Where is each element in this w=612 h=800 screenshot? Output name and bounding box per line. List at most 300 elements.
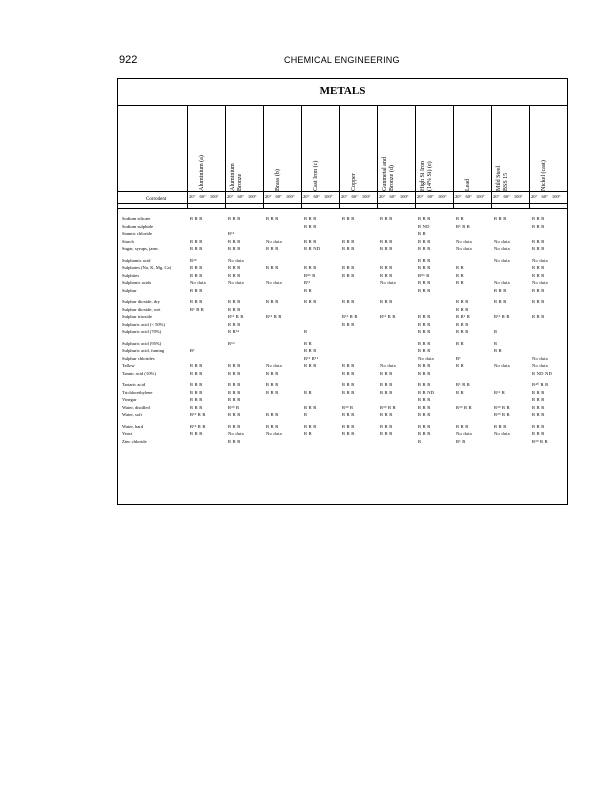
temperature-label: 100° [399,194,409,199]
resistance-cell: R R R [190,238,203,244]
column-divider [491,106,492,208]
corrodent-name: Zinc chloride [122,438,147,444]
resistance-cell: No data [532,280,548,285]
resistance-cell: R R [304,340,312,346]
resistance-cell: R¹¹ R R [228,314,244,319]
resistance-cell: R R R [342,423,355,429]
corrodent-name: Sulphur trioxide [122,314,152,319]
resistance-cell: R¹¹ [304,280,311,285]
table-row [118,287,567,294]
resistance-cell: R R R [304,238,317,244]
temperature-label: 100° [323,194,333,199]
column-divider [377,106,378,208]
column-divider [187,106,188,208]
resistance-cell: R R [304,431,312,436]
temperature-label: 60° [503,194,510,199]
resistance-cell: R R R [380,299,393,304]
column-divider [453,106,454,208]
body-divider [118,208,567,209]
resistance-cell: R R R [190,299,203,304]
temperature-label: 20° [379,194,386,199]
corrodent-name: Sulphuric acid (70%) [122,329,162,334]
resistance-cell: R R R [456,329,469,334]
column-divider [301,106,302,208]
corrodent-name: Sulphur dioxide, wet [122,306,161,312]
corrodent-name: Sulphur chlorides [122,355,155,361]
temperature-label: 60° [199,194,206,199]
resistance-cell: R R R [190,363,203,368]
resistance-cell: R R R [190,382,203,387]
resistance-cell: R R [456,340,464,346]
resistance-cell: No data [266,238,282,244]
table-row [118,279,567,286]
temperature-labels [341,194,371,199]
column-header-label: Mild Steel BSS 15 [496,165,509,191]
resistance-cell: R⁶² [228,340,235,346]
column-divider [529,106,530,208]
resistance-cell: No data [228,257,244,263]
resistance-cell: R R R [190,265,203,270]
resistance-cell: R [494,329,498,334]
corrodent-name: Sugar, syrups, jams [122,246,158,251]
resistance-cell: R R [304,287,312,293]
column-header [187,107,225,191]
corrodent-name: Starch [122,238,134,244]
corrodent-name: Sulphamic acid [122,257,151,263]
resistance-cell: No data [190,280,206,285]
metals-table [117,78,568,505]
resistance-cell: R R R [228,216,241,221]
resistance-cell: R R R [304,265,317,270]
temperature-label: 100° [475,194,485,199]
resistance-cell: R R R [418,265,431,270]
resistance-cell: R R [456,280,464,285]
resistance-cell: R R R [342,299,355,304]
resistance-cell: R R R [228,246,241,251]
resistance-cell: R R R [190,287,203,293]
temperature-labels [455,194,485,199]
column-divider [225,106,226,208]
column-header-label: Cast Iron (c) [313,160,319,191]
corrodent-name: Tartaric acid [122,382,146,387]
resistance-cell: R R R [304,299,317,304]
column-divider [339,106,340,208]
resistance-cell: R R R [532,238,545,244]
resistance-cell: R R R [532,389,545,395]
resistance-cell: No data [266,363,282,368]
resistance-cell: R¹ R R [456,382,471,387]
resistance-cell: No data [456,238,472,244]
column-divider [263,106,264,208]
column-header [415,107,453,191]
column-header [225,107,263,191]
resistance-cell: R R R [418,404,431,410]
resistance-cell: R R R [304,363,317,368]
resistance-cell: R R [456,389,464,395]
table-row [118,411,567,418]
resistance-cell: R³⁹ R [228,404,240,410]
resistance-cell: R R R [228,438,241,444]
resistance-cell: R R R [532,423,545,429]
resistance-cell: R R R [418,382,431,387]
resistance-cell: R¹ R R [190,306,205,312]
resistance-cell: No data [228,431,244,436]
resistance-cell: R R R [304,423,317,429]
table-row [118,321,567,328]
table-row [118,362,567,369]
resistance-cell: R R R [418,423,431,429]
resistance-cell: R R R [418,321,431,327]
corrodent-name: Sodium silicate [122,216,151,221]
resistance-cell: R R R [532,223,545,229]
resistance-cell: R R R [380,246,393,251]
corrodent-name: Trichlorethylene [122,389,153,395]
resistance-cell: R R R [418,397,431,402]
column-divider [415,106,416,208]
resistance-cell: R R R [190,431,203,436]
resistance-cell: R R R [494,423,507,429]
resistance-cell: R R [418,231,426,236]
resistance-cell: R R R [532,246,545,251]
column-header [453,107,491,191]
temperature-label: 60° [465,194,472,199]
resistance-cell: R R R [228,389,241,395]
table-row [118,430,567,437]
table-row [118,355,567,362]
table-row [118,389,567,396]
resistance-cell: R³⁹ R R [456,404,472,410]
temperature-label: 20° [417,194,424,199]
resistance-cell: R R R [418,314,431,319]
resistance-cell: R R R [266,412,279,417]
resistance-cell: R R R [380,389,393,395]
temperature-label: 20° [341,194,348,199]
resistance-cell: R R R [494,216,507,221]
resistance-cell: R¹¹ [228,231,235,236]
resistance-cell: R R R [304,223,317,229]
temperature-labels [303,194,333,199]
resistance-cell: R R R [266,423,279,429]
resistance-cell: R R R [228,363,241,368]
resistance-cell: R R R [266,216,279,221]
resistance-cell: No data [532,363,548,368]
temperature-label: 100° [209,194,219,199]
resistance-cell: R R R [380,272,393,278]
resistance-cell: R R R [228,238,241,244]
table-row [118,272,567,279]
temperature-labels [417,194,447,199]
resistance-cell: No data [456,431,472,436]
resistance-cell: No data [494,246,510,251]
column-header-label: Lead [465,179,471,191]
corrodent-name: Yeast [122,431,132,436]
resistance-cell: R R R [342,370,355,376]
resistance-cell: R ND [418,223,430,229]
corrodent-name: Water, distilled [122,404,150,410]
table-row [118,313,567,320]
resistance-cell: R R R [532,299,545,304]
resistance-cell: R R R [456,299,469,304]
resistance-cell: R R R [228,272,241,278]
resistance-cell: R R R [418,431,431,436]
resistance-cell: R R R [304,404,317,410]
resistance-cell: R R R [532,265,545,270]
temperature-label: 100° [437,194,447,199]
column-header-label: High Si Iron (14% Si) (e) [420,161,433,191]
resistance-cell: No data [228,280,244,285]
corrodent-name: Sodium sulphide [122,223,154,229]
table-row [118,223,567,230]
resistance-cell: R³⁹ R R [494,412,510,417]
resistance-cell: R R R [228,306,241,312]
resistance-cell: R R R [532,272,545,278]
temperature-label: 100° [551,194,561,199]
temperature-label: 20° [303,194,310,199]
corrodent-name: Tallow [122,363,135,368]
resistance-cell: R [304,412,308,417]
resistance-cell: R R⁶² [228,329,240,334]
corrodent-name: Sulphates (Na, K, Mg, Ca) [122,265,172,270]
corrodent-name: Sulphites [122,272,140,278]
resistance-cell: R R ND [304,246,321,251]
resistance-cell: R R R [304,216,317,221]
temperature-label: 60° [313,194,320,199]
resistance-cell: No data [380,280,396,285]
temperature-label: 100° [285,194,295,199]
column-header-label: Aluminium Bronze [230,163,243,191]
temperature-label: 60° [541,194,548,199]
resistance-cell: R R R [266,382,279,387]
resistance-cell: R³⁹ R R [494,404,510,410]
resistance-cell: R R R [190,272,203,278]
resistance-cell: R R R [494,299,507,304]
resistance-cell: R R R [342,265,355,270]
resistance-cell: R⁸⁶ R [304,272,316,278]
resistance-cell: R R R [190,397,203,402]
resistance-cell: R¹ R [456,438,466,444]
resistance-cell: R R R [266,246,279,251]
resistance-cell: R¹¹ R R [266,314,282,319]
resistance-cell: R R R [342,431,355,436]
column-header [263,107,301,191]
running-title: CHEMICAL ENGINEERING [284,55,400,65]
resistance-cell: R R R [380,238,393,244]
temperature-labels [531,194,561,199]
resistance-cell: No data [532,257,548,263]
resistance-cell: No data [494,257,510,263]
resistance-cell: R R ND [418,389,435,395]
column-header-label: Aluminium (a) [199,155,205,191]
temperature-label: 100° [513,194,523,199]
temps-divider [118,203,567,204]
temperature-label: 100° [247,194,257,199]
resistance-cell: R R R [456,321,469,327]
resistance-cell: R R R [532,431,545,436]
resistance-cell: R R R [190,404,203,410]
table-row [118,245,567,252]
table-row [118,347,567,354]
resistance-cell: R³⁹ R R [532,438,548,444]
resistance-cell: R R R [418,246,431,251]
resistance-cell: R R R [380,423,393,429]
resistance-cell: R R [456,363,464,368]
corrodent-name: Sulphuric acid, fuming [122,348,165,353]
resistance-cell: R R R [532,404,545,410]
resistance-cell: R R R [418,370,431,376]
resistance-cell: R¹¹ R R [494,314,510,319]
table-title: METALS [319,85,366,97]
resistance-cell: R R R [418,363,431,368]
resistance-cell: R R R [418,329,431,334]
resistance-cell: R R R [266,265,279,270]
table-row [118,370,567,377]
resistance-cell: R R R [494,287,507,293]
resistance-cell: No data [494,238,510,244]
resistance-cell: R¹ [456,355,461,361]
resistance-cell: R¹ R R [456,223,471,229]
resistance-cell: R R¹ R [456,314,471,319]
resistance-cell: R R R [228,321,241,327]
header-divider [118,191,567,192]
temperature-label: 20° [265,194,272,199]
resistance-cell: R R R [342,363,355,368]
resistance-cell: R R R [342,238,355,244]
resistance-cell: R R [456,272,464,278]
table-row [118,230,567,237]
table-row [118,215,567,222]
resistance-cell: R R R [532,216,545,221]
temperature-label: 60° [427,194,434,199]
resistance-cell: R R R [342,389,355,395]
corrodent-name: Tannic acid (10%) [122,370,156,376]
resistance-cell: R R R [418,412,431,417]
resistance-cell: R ND ND [532,370,553,376]
corrodent-name: Vinegar [122,397,137,402]
resistance-cell: R [494,340,498,346]
resistance-cell: R R R [418,238,431,244]
resistance-cell: R R [456,265,464,270]
resistance-cell: R [418,438,422,444]
table-row [118,306,567,313]
column-header [529,107,567,191]
column-header-label: Nickel (cast) [541,160,547,191]
column-header [301,107,339,191]
column-header [339,107,377,191]
temperature-labels [189,194,219,199]
resistance-cell: R³⁹ [190,257,197,263]
temperature-labels [265,194,295,199]
resistance-cell: R R R [228,423,241,429]
table-row [118,340,567,347]
resistance-cell: R¹¹ R [494,389,506,395]
resistance-cell: R¹ [190,348,195,353]
temperature-label: 60° [275,194,282,199]
temperature-labels [493,194,523,199]
resistance-cell: R R R [418,287,431,293]
resistance-cell: R R R [418,257,431,263]
resistance-cell: R¹¹ R R [380,314,396,319]
corrodent-name: Water, hard [122,423,144,429]
table-row [118,328,567,335]
resistance-cell: R R R [380,265,393,270]
temperature-label: 20° [531,194,538,199]
resistance-cell: R R R [380,382,393,387]
resistance-cell: R⁸⁶ R [418,272,430,278]
resistance-cell: R R R [532,412,545,417]
resistance-cell: R R R [418,340,431,346]
resistance-cell: R R R [266,370,279,376]
resistance-cell: R R R [380,370,393,376]
column-header-label: Gunmetal and Bronze (d) [382,157,395,191]
resistance-cell: R⁴⁰ R R [532,382,549,387]
temperature-label: 60° [389,194,396,199]
resistance-cell: R R R [418,216,431,221]
resistance-cell: R R R [418,280,431,285]
table-row [118,396,567,403]
temperature-label: 60° [351,194,358,199]
column-header-label: Copper [351,173,357,191]
temperature-labels [227,194,257,199]
corrodent-name: Sulphonic acids [122,280,152,285]
resistance-cell: R R R [190,389,203,395]
resistance-cell: R R R [228,412,241,417]
resistance-cell: R R R [228,382,241,387]
resistance-cell: No data [494,431,510,436]
corrodent-name: Sulphuric acid (95%) [122,340,162,346]
resistance-cell: R R R [456,306,469,312]
resistance-cell: R R R [190,216,203,221]
resistance-cell: No data [456,246,472,251]
resistance-cell: R³⁹ R [342,404,354,410]
corrodent-name: Sulphur [122,287,137,293]
corrodent-label: Corrodent [146,197,167,202]
resistance-cell: R R R [190,370,203,376]
temperature-label: 60° [237,194,244,199]
resistance-cell: No data [418,355,434,361]
table-row [118,298,567,305]
corrodent-name: Water, soft [122,412,142,417]
column-header [491,107,529,191]
corrodent-name: Stannic chloride [122,231,152,236]
resistance-cell: R R R [342,246,355,251]
resistance-cell: R¹¹ R¹¹ [304,355,319,361]
table-row [118,381,567,388]
temperature-label: 20° [227,194,234,199]
resistance-cell: R R R [190,246,203,251]
resistance-cell: R R R [342,272,355,278]
temperature-label: 20° [493,194,500,199]
resistance-cell: R R R [532,397,545,402]
resistance-cell: R R R [456,423,469,429]
title-divider [118,105,567,106]
temperature-label: 100° [361,194,371,199]
resistance-cell: R R R [380,431,393,436]
resistance-cell: R R [304,389,312,395]
table-row [118,438,567,445]
resistance-cell: R¹³ R R [190,412,206,417]
resistance-cell: R R R [342,382,355,387]
resistance-cell: R R R [342,321,355,327]
resistance-cell: R R R [266,389,279,395]
resistance-cell: No data [266,280,282,285]
resistance-cell: R R R [228,397,241,402]
table-row [118,423,567,430]
resistance-cell: R R R [228,370,241,376]
page-number: 922 [119,54,138,66]
resistance-cell: R R R [532,314,545,319]
resistance-cell: No data [532,355,548,361]
table-row [118,257,567,264]
